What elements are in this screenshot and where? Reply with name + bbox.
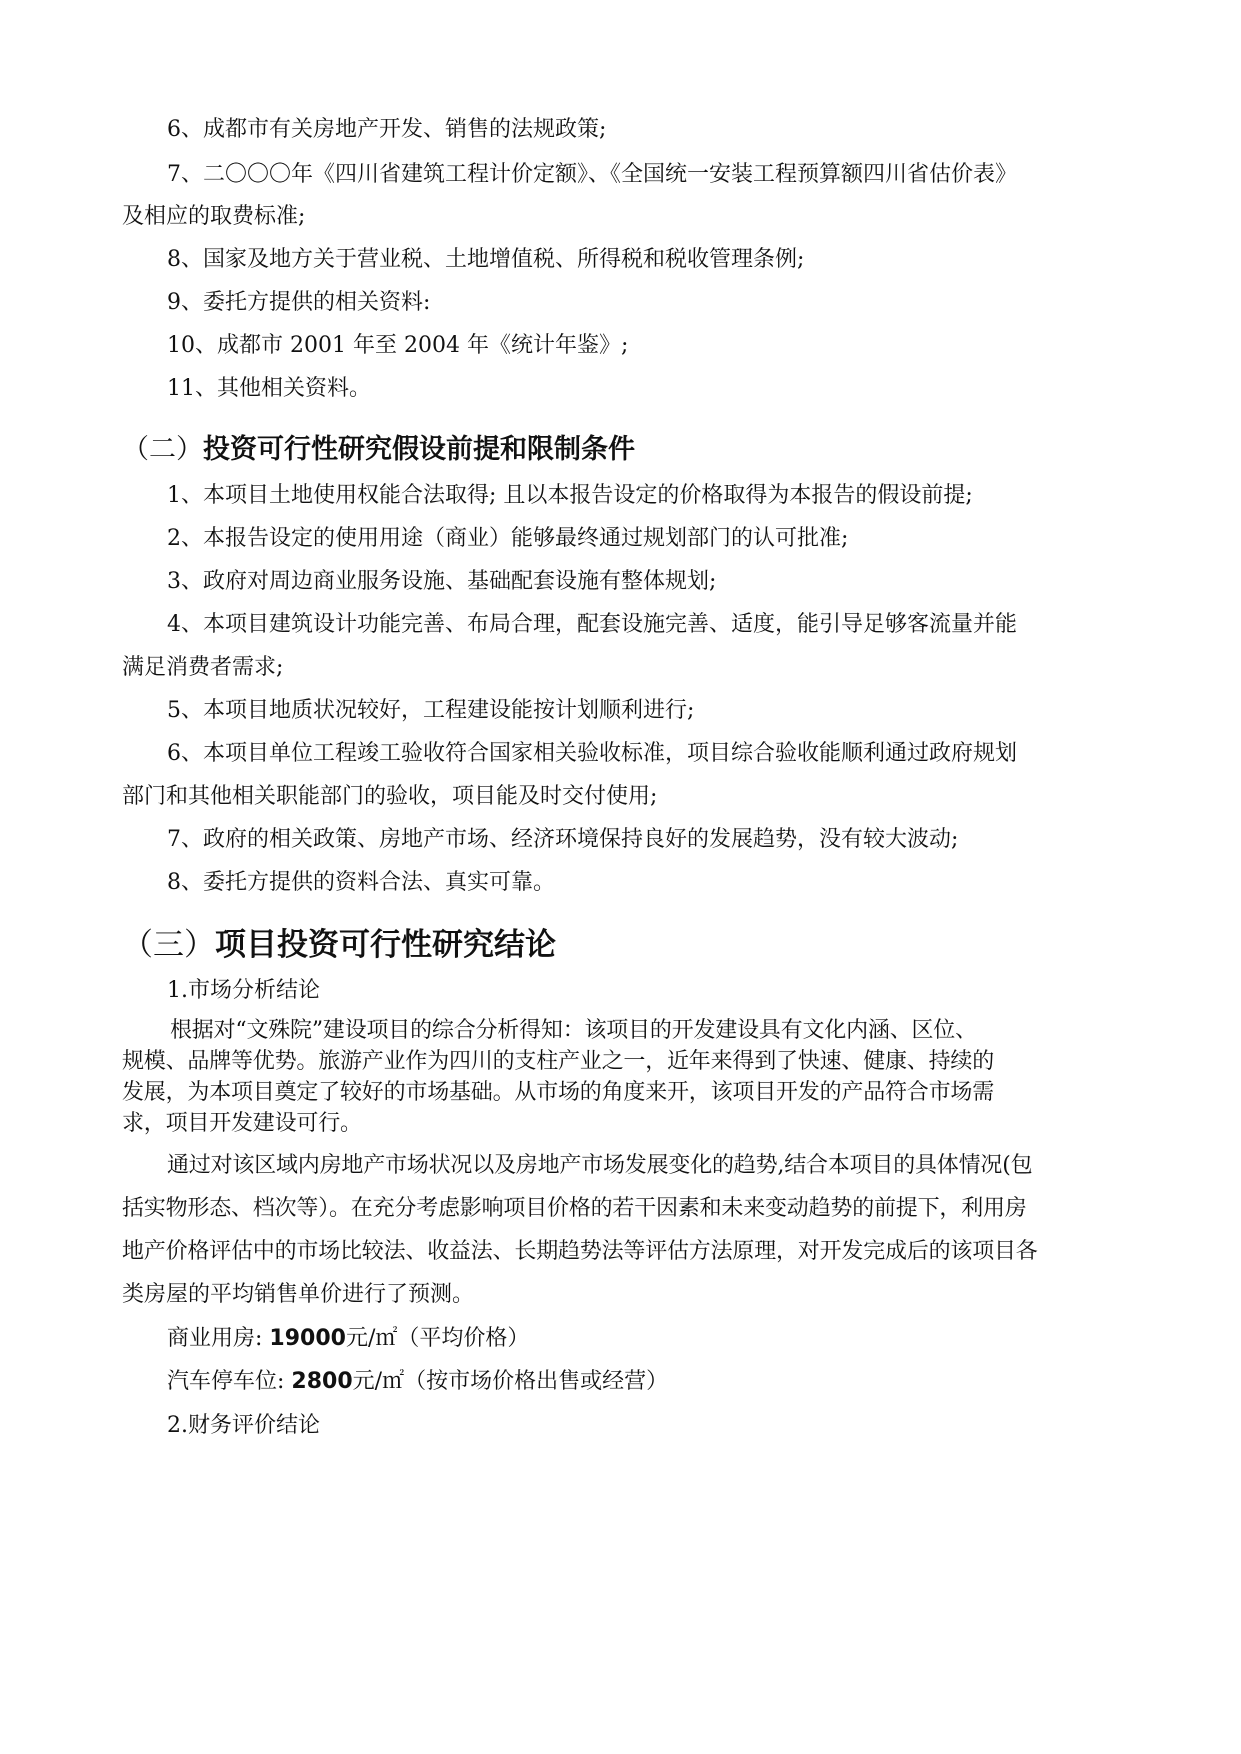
list-item-continuation: 满足消费者需求; [122,655,284,680]
price-note: （按市场价格出售或经营） [404,1369,669,1394]
paragraph-line: 根据对“文殊院”建设项目的综合分析得知：该项目的开发建设具有文化内涵、区位、 [170,1018,977,1043]
list-item: 8、委托方提供的资料合法、真实可靠。 [167,870,555,895]
section-title: 投资可行性研究假设前提和限制条件 [203,434,635,465]
paragraph-line: 求，项目开发建设可行。 [122,1111,362,1136]
section-heading-2 [122,433,635,467]
list-item: 5、本项目地质状况较好，工程建设能按计划顺利进行; [167,698,695,723]
section-title: 项目投资可行性研究结论 [215,927,556,963]
list-item: 7、政府的相关政策、房地产市场、经济环境保持良好的发展趋势，没有较大波动; [167,827,959,852]
list-item: 8、国家及地方关于营业税、土地增值税、所得税和税收管理条例; [167,247,805,272]
list-item: 11、其他相关资料。 [167,376,371,401]
paragraph-line: 地产价格评估中的市场比较法、收益法、长期趋势法等评估方法原理，对开发完成后的该项目各 [122,1239,1038,1264]
paragraph-line: 规模、品牌等优势。旅游产业作为四川的支柱产业之一，近年来得到了快速、健康、持续的 [122,1049,995,1074]
paragraph-line: 括实物形态、档次等）。在充分考虑影响项目价格的若干因素和未来变动趋势的前提下，利用房 [122,1196,1027,1221]
paragraph-line: 通过对该区域内房地产市场状况以及房地产市场发展变化的趋势,结合本项目的具体情况(包 [167,1153,1033,1178]
list-item-continuation: 及相应的取费标准; [122,204,306,229]
list-item-continuation: 部门和其他相关职能部门的验收，项目能及时交付使用; [122,784,658,809]
section-number: （二） [122,434,203,465]
subheading: 2.财务评价结论 [167,1413,320,1438]
section-number: （三） [122,927,215,963]
list-item: 4、本项目建筑设计功能完善、布局合理，配套设施完善、适度，能引导足够客流量并能 [167,612,1017,637]
price-label: 商业用房: [167,1326,263,1351]
list-item: 1、本项目土地使用权能合法取得; 且以本报告设定的价格取得为本报告的假设前提; [167,483,973,508]
subheading: 1.市场分析结论 [167,978,320,1003]
list-item: 10、成都市 2001 年至 2004 年《统计年鉴》; [167,333,629,358]
price-parking [167,1368,1122,1396]
paragraph-line: 类房屋的平均销售单价进行了预测。 [122,1282,475,1307]
list-item: 3、政府对周边商业服务设施、基础配套设施有整体规划; [167,569,717,594]
price-unit: 元/㎡ [352,1369,405,1394]
list-item: 6、成都市有关房地产开发、销售的法规政策; [167,117,607,142]
list-item: 6、本项目单位工程竣工验收符合国家相关验收标准，项目综合验收能顺利通过政府规划 [167,741,1017,766]
price-label: 汽车停车位: [167,1369,285,1394]
price-unit: 元/㎡ [345,1326,398,1351]
price-value: 2800 [291,1369,353,1394]
price-note: （平均价格） [397,1326,530,1351]
price-commercial [167,1325,1122,1353]
paragraph-line: 发展，为本项目奠定了较好的市场基础。从市场的角度来开，该项目开发的产品符合市场需 [122,1080,995,1105]
price-value: 19000 [269,1326,346,1351]
list-item: 2、本报告设定的使用用途（商业）能够最终通过规划部门的认可批准; [167,526,849,551]
list-item: 7、二〇〇〇年《四川省建筑工程计价定额》、《全国统一安装工程预算额四川省估价表》 [167,162,1018,187]
list-item: 9、委托方提供的相关资料: [167,290,431,315]
section-heading-3 [122,926,556,964]
